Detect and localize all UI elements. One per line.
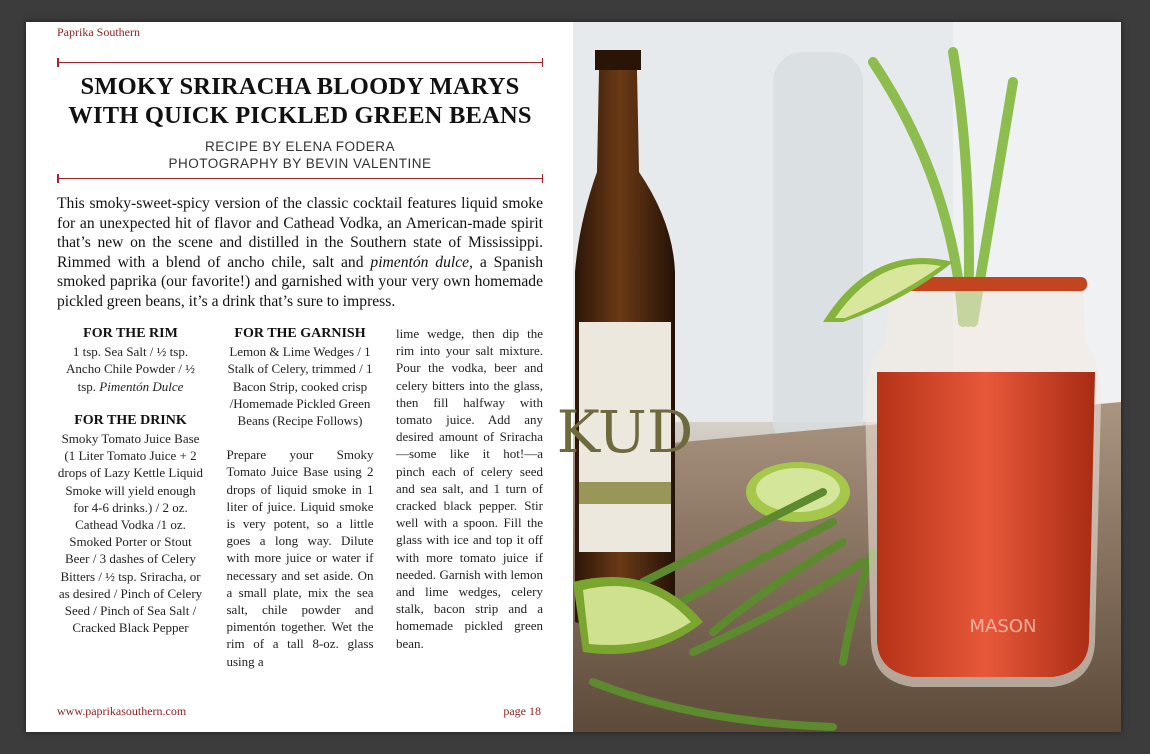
column-ingredients [57,325,204,670]
bottle-label-text: KUD [556,398,694,466]
rim-heading: FOR THE RIM [83,326,178,341]
page-number: page 18 [503,704,541,718]
title-line-2: WITH QUICK PICKLED GREEN BEANS [68,102,532,129]
title-rule-bottom [57,178,543,179]
recipe-columns [57,325,543,670]
drink-heading: FOR THE DRINK [74,412,187,428]
rim-ingredients [57,343,204,395]
method-part-1: Prepare your Smoky Tomato Juice Base using 2 drops of liquid smoke in 1 liter of juice. Liquid smoke is very potent, so a little goes a long way. Dilute with more juice or water if necessary and set aside. On a small plate, mix the sea salt, chile powder and pimentón together. Wet the rim of a tall 8-oz. glass using a [226,447,374,669]
intro-text-a: This smoky-sweet-spicy version of the classic cocktail features liquid smoke for an unexpected hit of flavor and Cathead Vodka, an American-made spirit that’s new on the scene and distilled in the Southern state of Mississippi. Rimmed with a blend of ancho chile, salt and [57,195,543,271]
title-line-1: SMOKY SRIRACHA BLOODY MARYS [80,73,520,100]
jar-emboss-text: MASON [969,616,1037,637]
garnish-heading: FOR THE GARNISH [234,326,366,341]
column-garnish-method [227,325,374,670]
intro-paragraph [57,194,543,312]
bloody-mary-photo [556,22,1121,732]
intro-text-b: a Spanish smoked paprika (our favorite!) and garnished with your very own homemade pickled green beans, it’s a drink that’s sure to impress. [57,253,544,310]
vodka-bottle [773,52,863,452]
recipe-credit: RECIPE BY ELENA FODERA [204,139,396,154]
rim-text: 1 tsp. Sea Salt / ½ tsp. Ancho Chile Powder / ½ tsp. [66,344,195,394]
page-left [26,22,573,732]
article-title [57,72,543,130]
photo-credit: PHOTOGRAPHY BY BEVIN VALENTINE [168,156,432,171]
footer-website: www.paprikasouthern.com [57,704,187,718]
page-right-photo [556,22,1121,732]
column-method-continued [396,325,543,670]
magazine-spread [26,22,1121,732]
garnish-ingredients: Lemon & Lime Wedges / 1 Stalk of Celery, trimmed / 1 Bacon Strip, cooked crisp /Homemade Pickled Green Beans (Recipe Follows) [227,344,373,429]
intro-emphasis: pimentón dulce, [370,253,473,271]
method-part-2: lime wedge, then dip the rim into your salt mixture. Pour the vodka, beer and celery bitters into the glass, then fill halfway with tomato juice. Add any desired amount of Sriracha—some like it hot!—a pinch each of celery seed and sea salt, and 1 turn of cracked black pepper. Stir well with a spoon. Fill the glass with ice and top it off with more tomato juice if needed. Garnish with lemon and lime wedges, celery stalk, bacon strip and a homemade pickled green bean. [396,326,543,651]
drink-ingredients: Smoky Tomato Juice Base (1 Liter Tomato Juice + 2 drops of Lazy Kettle Liquid Smoke will yield enough for 4-6 drinks.) / 2 oz. Cathead Vodka /1 oz. Smoked Porter or Stout Beer / 3 dashes of Celery Bitters / ½ tsp. Sriracha, or as desired / Pinch of Celery Seed / Pinch of Sea Salt / Cracked Black Pepper [57,431,204,636]
rim-emphasis: Pimentón Dulce [99,378,184,394]
masthead: Paprika Southern [57,25,140,39]
title-rule-top [57,62,543,63]
mason-jar [865,277,1101,687]
